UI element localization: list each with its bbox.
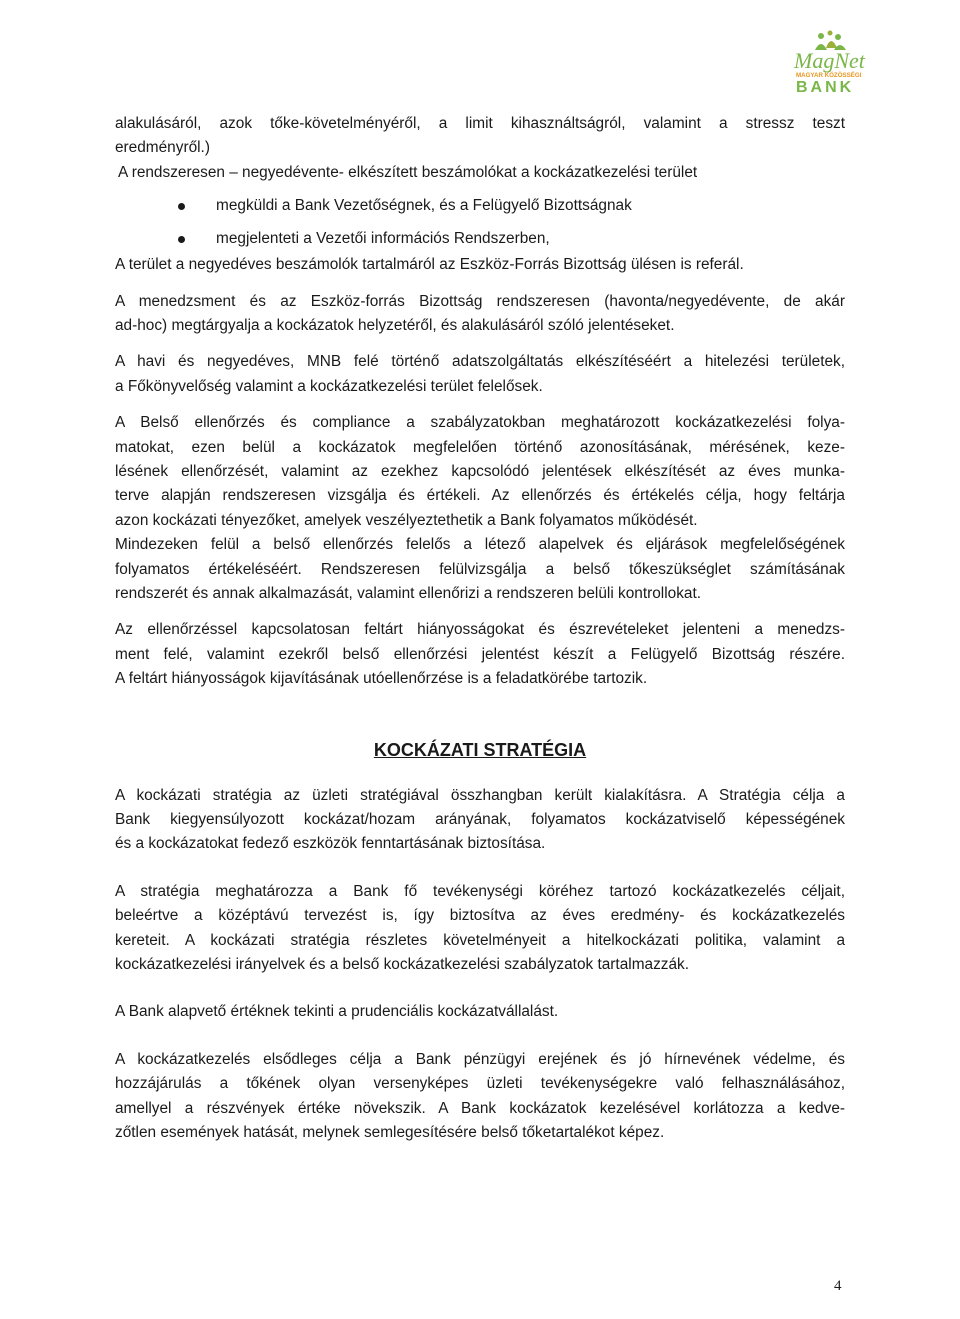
paragraph-line: lésének ellenőrzését, valamint az ezekhez kapcsolódó jelentések elkészítését az éves munka-: [115, 462, 845, 480]
paragraph-line: zőtlen események hatását, melynek semlegesítésére belső tőketartalékot képez.: [115, 1123, 665, 1141]
paragraph-line: A menedzsment és az Eszköz-forrás Bizottság rendszeresen (havonta/negyedévente, de akár: [115, 292, 845, 310]
paragraph-line: amellyel a részvények értéke növekszik. A Bank kockázatok kezelésével korlátozza a kedve-: [115, 1099, 845, 1117]
paragraph-line: a Főkönyvelőség valamint a kockázatkezelési terület felelősek.: [115, 377, 543, 395]
paragraph-line: és a kockázatokat fedező eszközök fenntartásának biztosítása.: [115, 835, 546, 853]
bullet-icon: [178, 236, 185, 243]
paragraph-line: A kockázati stratégia az üzleti stratégiával összhangban került kialakításra. A Stratégia célja a: [115, 786, 845, 804]
paragraph-line: A kockázatkezelés elsődleges célja a Bank pénzügyi erejének és jó hírnevének védelme, és: [115, 1050, 845, 1068]
paragraph-line: ad-hoc) megtárgyalja a kockázatok helyzetéről, és alakulásáról szóló jelentéseket.: [115, 317, 675, 334]
paragraph-line: terve alapján rendszeresen vizsgálja és értékeli. Az ellenőrzés és értékelés célja, hogy feltárja: [115, 487, 845, 505]
document-body: [115, 112, 845, 1145]
paragraph-line: kereteit. A kockázati stratégia részletes követelményeit a hitelkockázati politika, valamint a: [115, 931, 845, 949]
paragraph-line: Bank kiegyensúlyozott kockázat/hozam arányának, folyamatos kockázatviselő képességének: [115, 810, 845, 828]
strategy-goals-paragraph: [115, 880, 845, 978]
paragraph-line: A havi és negyedéves, MNB felé történő adatszolgáltatás elkészítéséért a hitelezési területek,: [115, 353, 845, 371]
internal-audit-paragraph: [115, 411, 845, 606]
paragraph-line: beleértve a középtávú tervezést is, így biztosítva az éves eredmény- és kockázatkezelés: [115, 907, 845, 925]
paragraph-line: A feltárt hiányosságok kijavításának utóellenőrzése is a feladatkörébe tartozik.: [115, 670, 648, 688]
paragraph-line: eredményről.): [115, 139, 210, 157]
paragraph-line: A Belső ellenőrzés és compliance a szabályzatokban meghatározott kockázatkezelési folya-: [115, 414, 845, 432]
paragraph: A terület a negyedéves beszámolók tartalmáról az Eszköz-Forrás Bizottság ülésen is referál.: [115, 256, 744, 274]
paragraph-line: alakulásáról, azok tőke-követelményéről, a limit kihasználtságról, valamint a stressz teszt: [115, 115, 845, 132]
report-recipients-list: [115, 194, 845, 260]
paragraph-line: Az ellenőrzéssel kapcsolatosan feltárt hiányosságokat és észrevételeket jelenteni a menedzs-: [115, 621, 845, 639]
paragraph-line: rendszerét és annak alkalmazását, valamint ellenőrizi a rendszeren belüli kontrollokat.: [115, 584, 702, 602]
paragraph-line: Mindezeken felül a belső ellenőrzés felelős a létező alapelvek és eljárások megfelelőségének: [115, 536, 845, 554]
paragraph-line: folyamatos értékeléséért. Rendszeresen felülvizsgálja a belső tőkeszükséglet számításának: [115, 560, 845, 578]
logo-subtitle-text: MAGYAR KÖZÖSSÉGI: [796, 72, 862, 79]
section-heading: KOCKÁZATI STRATÉGIA: [373, 739, 587, 760]
page-number: 4: [834, 1278, 842, 1294]
logo-graphic: [790, 28, 880, 98]
paragraph-line: A rendszeresen – negyedévente- elkészített beszámolókat a kockázatkezelési terület: [118, 163, 698, 181]
paragraph: A Bank alapvető értéknek tekinti a prudenciális kockázatvállalást.: [115, 1003, 559, 1021]
logo-bank-text: BANK: [796, 79, 855, 96]
audit-findings-paragraph: [115, 618, 845, 691]
risk-strategy-paragraph: [115, 784, 845, 857]
paragraph-line: kockázatkezelési irányelvek és a belső kockázatkezelési szabályzatok tartalmazzák.: [115, 955, 689, 973]
paragraph-line: matokat, ezen belül a kockázatok megfelelően történő azonosításának, mérésének, keze-: [115, 438, 845, 456]
list-item-text: megjelenteti a Vezetői információs Rendszerben,: [216, 230, 550, 248]
logo-brand-text: MagNet: [794, 48, 865, 73]
paragraph-line: hozzájárulás a tőkének olyan versenyképes üzleti tevékenységekre való felhasználásához,: [115, 1075, 845, 1093]
bullet-icon: [178, 203, 185, 210]
magnet-bank-logo: [790, 28, 880, 98]
list-item-text: megküldi a Bank Vezetőségnek, és a Felügyelő Bizottságnak: [216, 197, 632, 215]
risk-management-goal-paragraph: [115, 1048, 845, 1146]
list-item: [115, 227, 845, 260]
list-item: [115, 194, 845, 227]
paragraph-line: A stratégia meghatározza a Bank fő tevékenységi köréhez tartozó kockázatkezelés céljait,: [115, 882, 845, 900]
paragraph-line: azon kockázati tényezőket, amelyek veszélyeztethetik a Bank folyamatos működését.: [115, 511, 698, 529]
paragraph-line: ment felé, valamint ezekről belső ellenőrzési jelentést készít a Felügyelő Bizottság részére.: [115, 645, 845, 663]
